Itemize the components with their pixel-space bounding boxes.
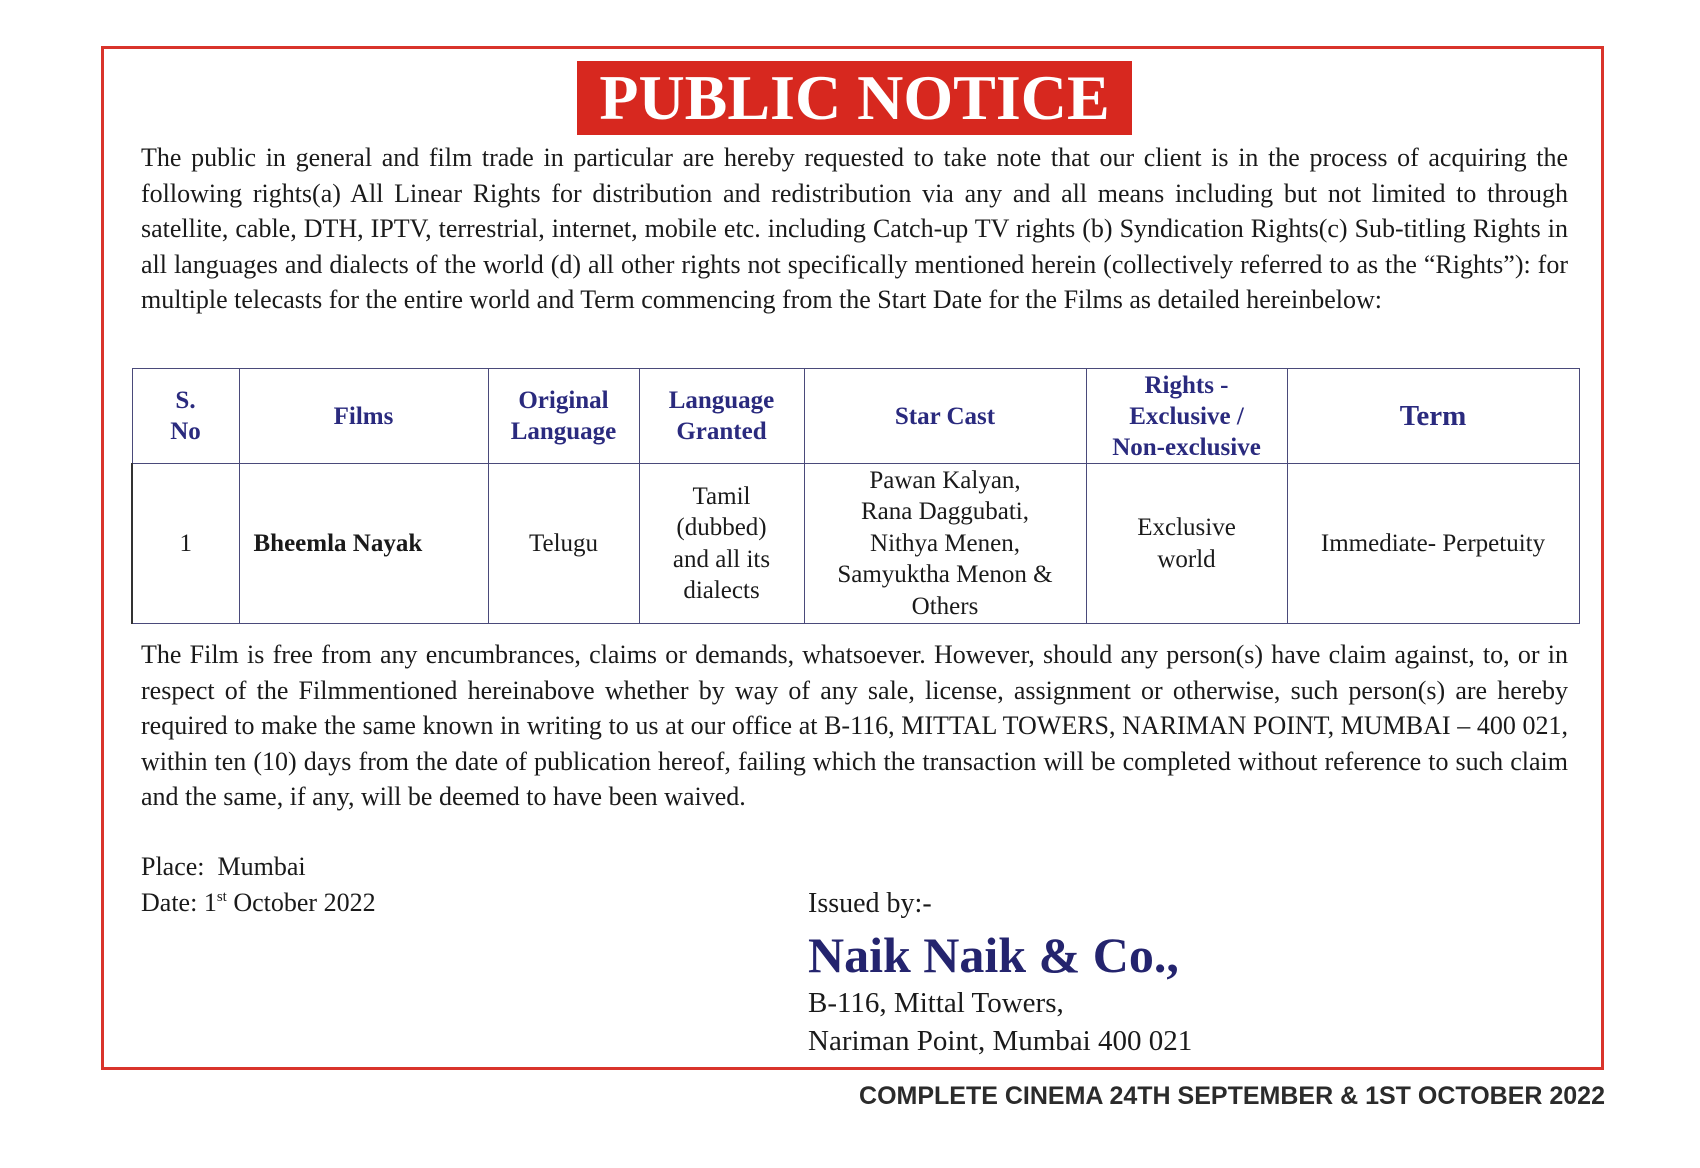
header-rights: Rights - Exclusive / Non-exclusive — [1086, 369, 1287, 464]
notice-title: PUBLIC NOTICE — [577, 61, 1132, 135]
cell-sno: 1 — [132, 464, 239, 624]
firm-name: Naik Naik & Co., — [808, 927, 1179, 983]
cell-star-cast: Pawan Kalyan, Rana Daggubati, Nithya Menen, Samyuktha Menon & Others — [804, 464, 1086, 624]
firm-address-line2: Nariman Point, Mumbai 400 021 — [808, 1025, 1193, 1057]
table-header-row — [132, 369, 1579, 464]
header-term: Term — [1287, 369, 1579, 464]
place-value: Mumbai — [217, 852, 306, 881]
firm-address-line1: B-116, Mittal Towers, — [808, 987, 1064, 1019]
date-line: Date: 1st October 2022 — [141, 888, 376, 917]
cell-rights: Exclusive world — [1086, 464, 1287, 624]
intro-paragraph: The public in general and film trade in particular are hereby requested to take note that our client is in the process of acquiring the following rights(a) All Linear Rights for distribution and redistribution via any and all means including but not limited to through satellite, cable, DTH, IPTV, terrestrial, internet, mobile etc. including Catch-up TV rights (b) Syndication Rights(c) Sub-titling Rights in all languages and dialects of the world (d) all other rights not specifically mentioned herein (collectively referred to as the “Rights”): for multiple telecasts for the entire world and Term commencing from the Start Date for the Films as detailed hereinbelow: — [141, 143, 1568, 315]
place-label: Place: — [141, 852, 205, 881]
table-row — [132, 464, 1579, 624]
header-sno: S. No — [132, 369, 239, 464]
closing-paragraph: The Film is free from any encumbrances, claims or demands, whatsoever. However, should any person(s) have claim against, to, or in respect of the Filmmentioned hereinabove whether by way of any sale, license, assignment or otherwise, such person(s) are hereby required to make the same known in writing to us at our office at B-116, MITTAL TOWERS, NARIMAN POINT, MUMBAI – 400 021, within ten (10) days from the date of publication hereof, failing which the transaction will be completed without reference to such claim and the same, if any, will be deemed to have been waived. — [141, 640, 1568, 812]
header-language-granted: Language Granted — [639, 369, 804, 464]
issued-by-label: Issued by:- — [808, 888, 932, 919]
cell-original-language: Telugu — [488, 464, 639, 624]
header-original-language: Original Language — [488, 369, 639, 464]
cell-language-granted: Tamil (dubbed) and all its dialects — [639, 464, 804, 624]
header-star-cast: Star Cast — [804, 369, 1086, 464]
place-line — [141, 850, 306, 884]
cell-film: Bheemla Nayak — [239, 464, 488, 624]
header-films: Films — [239, 369, 488, 464]
rights-table — [131, 368, 1580, 624]
cell-term: Immediate- Perpetuity — [1287, 464, 1579, 624]
publication-footer: COMPLETE CINEMA 24TH SEPTEMBER & 1ST OCTOBER 2022 — [859, 1082, 1605, 1110]
